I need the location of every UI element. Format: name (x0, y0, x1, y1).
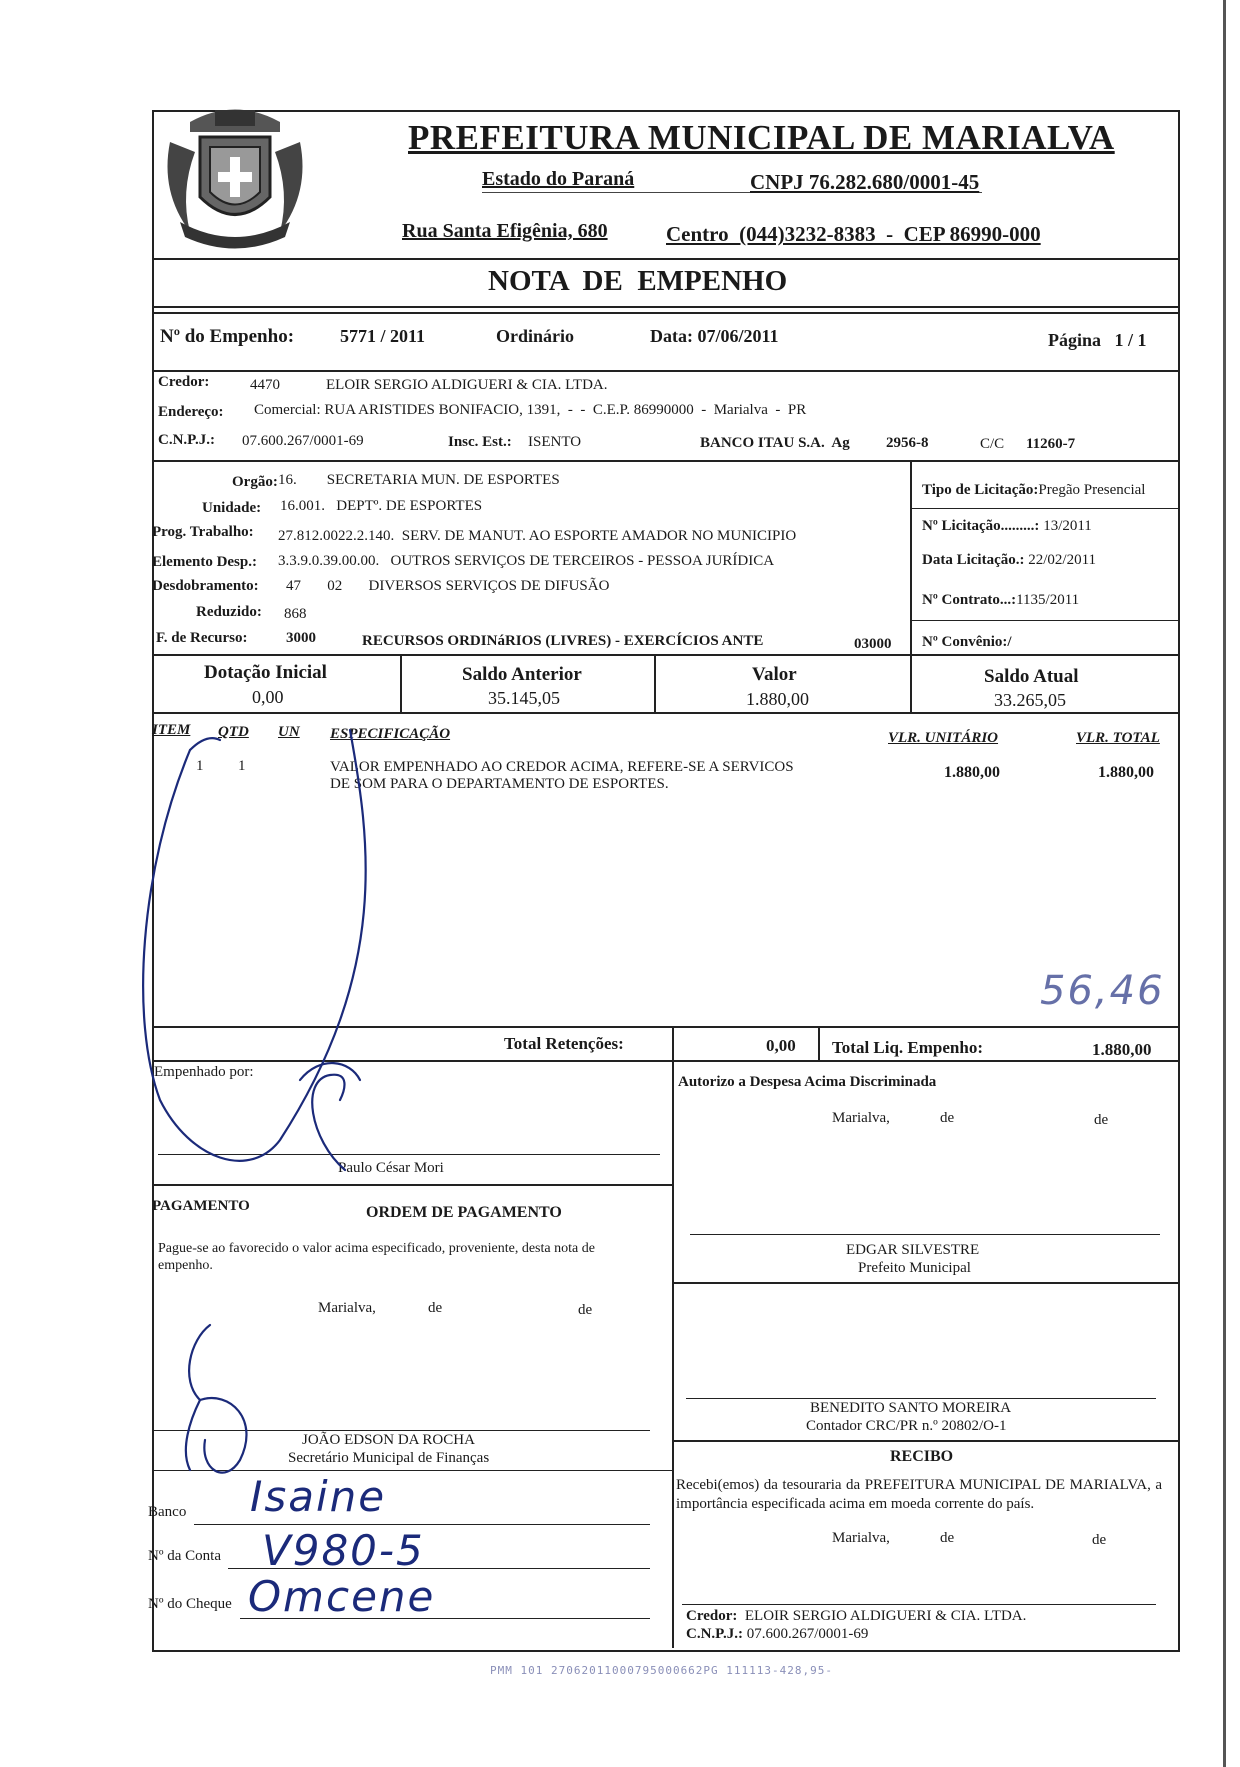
item-espec-line1: VALOR EMPENHADO AO CREDOR ACIMA, REFERE-SE A SERVICOS (330, 759, 794, 775)
banco-line (194, 1524, 650, 1525)
item-espec-line2: DE SOM PARA O DEPARTAMENTO DE ESPORTES. (330, 776, 669, 792)
col-qtd: QTD (218, 724, 249, 740)
coat-of-arms-icon (160, 102, 310, 257)
licitacao-num-label: Nº Licitação.........: (922, 518, 1040, 534)
licitacao-tipo (922, 482, 1145, 499)
empenho-page: Página 1 / 1 (1048, 330, 1147, 350)
licitacao-contrato-value: 1135/2011 (1016, 592, 1080, 608)
col-item: ITEM (152, 722, 191, 738)
licitacao-data-label: Data Licitação.: (922, 552, 1025, 568)
recibo-city: Marialva, (832, 1530, 890, 1546)
divider-vertical (672, 1026, 674, 1060)
handwritten-conta: V980-5 (262, 1526, 425, 1575)
signature-payment-stroke (170, 1320, 290, 1480)
item-qtd: 1 (238, 758, 246, 774)
credor-label: Credor: (158, 374, 210, 390)
item-number: 1 (196, 758, 204, 774)
prog-value: 27.812.0022.2.140. SERV. DE MANUT. AO ESPORTE AMADOR NO MUNICIPIO (278, 528, 797, 544)
elemento-value: 3.3.9.0.39.00.00. OUTROS SERVIÇOS DE TERCEIROS - PESSOA JURÍDICA (278, 553, 775, 569)
recurso-desc: RECURSOS ORDINáRIOS (LIVRES) - EXERCÍCIOS ANTE (362, 633, 764, 649)
item-vlr-total: 1.880,00 (1098, 764, 1154, 781)
header-title: PREFEITURA MUNICIPAL DE MARIALVA (408, 118, 1115, 157)
handwritten-note: 56,46 (1040, 968, 1165, 1014)
total-liq-value: 1.880,00 (1092, 1040, 1152, 1059)
divider (152, 312, 1178, 314)
cc-label: C/C (980, 436, 1005, 452)
insc-value: ISENTO (528, 434, 582, 450)
pagamento-de1: de (428, 1300, 443, 1316)
reduzido-label: Reduzido: (196, 604, 262, 620)
licitacao-convenio: Nº Convênio:/ (922, 634, 1012, 650)
elemento-label: Elemento Desp.: (152, 554, 257, 570)
recibo-cnpj-value: 07.600.267/0001-69 (746, 1626, 869, 1642)
pagamento-text: Pague-se ao favorecido o valor acima especificado, proveniente, desta nota de empenho. (158, 1241, 595, 1273)
signature-line (686, 1398, 1156, 1399)
empenho-date: Data: 07/06/2011 (650, 326, 779, 346)
recibo-credor-value: ELOIR SERGIO ALDIGUERI & CIA. LTDA. (744, 1608, 1027, 1624)
secretario-title: Secretário Municipal de Finanças (288, 1450, 490, 1466)
saldo-label-2: Saldo Anterior (462, 664, 582, 685)
empenhado-label: Empenhado por: (154, 1064, 254, 1080)
unidade-value: 16.001. DEPTº. DE ESPORTES (280, 498, 483, 514)
prog-label: Prog. Trabalho: (152, 524, 254, 540)
signature-loop-stroke (290, 1060, 420, 1190)
signature-line (690, 1234, 1160, 1235)
saldo-value-3: 1.880,00 (746, 689, 809, 709)
header-state: Estado do Paraná (482, 168, 635, 190)
empenho-label: Nº do Empenho: (160, 326, 295, 347)
orgao-value: 16. SECRETARIA MUN. DE ESPORTES (278, 472, 560, 488)
pagamento-label: PAGAMENTO (152, 1198, 250, 1214)
desdob-value: 47 02 DIVERSOS SERVIÇOS DE DIFUSÃO (286, 578, 610, 594)
empenhado-name: Paulo César Mori (338, 1160, 444, 1176)
pagamento-city: Marialva, (318, 1300, 376, 1316)
header-cnpj: CNPJ 76.282.680/0001-45 (750, 170, 980, 194)
agencia-value: 2956-8 (886, 435, 929, 451)
cnpj-label: C.N.P.J.: (158, 432, 215, 448)
divider (672, 1440, 1178, 1442)
contador-name: BENEDITO SANTO MOREIRA (810, 1400, 1012, 1416)
recurso-label: F. de Recurso: (156, 630, 248, 646)
secretario-name: JOÃO EDSON DA ROCHA (302, 1432, 475, 1448)
empenho-type: Ordinário (496, 326, 575, 346)
saldo-label-3: Valor (752, 664, 797, 685)
credor-name: ELOIR SERGIO ALDIGUERI & CIA. LTDA. (326, 377, 608, 393)
empenho-number: 5771 / 2011 (340, 326, 426, 346)
prefeito-title: Prefeito Municipal (858, 1260, 971, 1276)
divider (152, 258, 1178, 260)
divider (152, 460, 1178, 462)
licitacao-tipo-value: Pregão Presencial (1038, 482, 1146, 498)
divider (152, 712, 1178, 714)
footer-code: PMM 101 27062011000795000662PG 111113-428,95- (490, 1664, 834, 1677)
licitacao-contrato-label: Nº Contrato...: (922, 592, 1017, 608)
licitacao-data-value: 22/02/2011 (1028, 552, 1097, 568)
col-vlr-unit: VLR. UNITÁRIO (888, 730, 999, 746)
contador-title: Contador CRC/PR n.º 20802/O-1 (806, 1418, 1007, 1434)
recurso-num: 03000 (854, 636, 892, 652)
header-address: Rua Santa Efigênia, 680 (402, 220, 608, 242)
saldo-value-4: 33.265,05 (994, 690, 1066, 710)
desdob-label: Desdobramento: (152, 578, 259, 594)
saldo-label-1: Dotação Inicial (204, 662, 327, 683)
divider-vertical (818, 1026, 820, 1060)
signature-line (682, 1604, 1156, 1605)
item-vlr-unit: 1.880,00 (944, 764, 1000, 781)
unidade-label: Unidade: (202, 500, 262, 516)
autorizo-label: Autorizo a Despesa Acima Discriminada (678, 1074, 937, 1090)
licitacao-data (922, 552, 1096, 569)
recibo-label: RECIBO (890, 1448, 954, 1465)
divider (910, 620, 1178, 621)
cc-value: 11260-7 (1026, 436, 1076, 452)
licitacao-num-value: 13/2011 (1043, 518, 1092, 534)
pagamento-de2: de (578, 1302, 593, 1318)
reduzido-value: 868 (284, 606, 307, 622)
licitacao-num (922, 518, 1092, 535)
saldo-value-2: 35.145,05 (488, 688, 560, 708)
divider (672, 1282, 1178, 1284)
insc-label: Insc. Est.: (448, 434, 512, 450)
ordem-label: ORDEM DE PAGAMENTO (366, 1204, 562, 1221)
recibo-cnpj (686, 1626, 868, 1643)
col-espec: ESPECIFICAÇÃO (330, 726, 451, 742)
total-ret-label: Total Retenções: (504, 1034, 624, 1053)
divider-vertical (654, 654, 656, 714)
banco-value: BANCO ITAU S.A. Ag (700, 435, 850, 451)
endereco-label: Endereço: (158, 404, 224, 420)
divider-vertical (672, 1060, 674, 1648)
divider-vertical (400, 654, 402, 714)
col-vlr-total: VLR. TOTAL (1076, 730, 1160, 746)
cheque-label: Nº do Cheque (148, 1596, 232, 1612)
cnpj-value: 07.600.267/0001-69 (242, 433, 364, 449)
recibo-de1: de (940, 1530, 955, 1546)
prefeito-name: EDGAR SILVESTRE (846, 1242, 980, 1258)
total-ret-value: 0,00 (766, 1036, 796, 1055)
licitacao-contrato (922, 592, 1079, 609)
divider (152, 306, 1178, 308)
recibo-credor-label: Credor: (686, 1608, 738, 1624)
total-liq-label: Total Liq. Empenho: (832, 1038, 983, 1057)
autorizo-city: Marialva, (832, 1110, 890, 1126)
saldo-value-1: 0,00 (252, 687, 284, 707)
autorizo-de2: de (1094, 1112, 1109, 1128)
orgao-label: Orgão: (232, 474, 278, 490)
recibo-credor (686, 1608, 1026, 1625)
endereco-value: Comercial: RUA ARISTIDES BONIFACIO, 1391, - - C.E.P. 86990000 - Marialva - PR (254, 402, 807, 418)
col-un: UN (278, 724, 300, 740)
recibo-de2: de (1092, 1532, 1107, 1548)
credor-code: 4470 (250, 377, 280, 393)
divider (152, 370, 1178, 372)
handwritten-banco: Isaine (250, 1472, 387, 1521)
conta-label: Nº da Conta (148, 1548, 221, 1564)
scan-edge (1223, 0, 1226, 1767)
recibo-text: Recebi(emos) da tesouraria da PREFEITURA MUNICIPAL DE MARIALVA, a importância especificada acima em moeda corrente do país. (676, 1477, 1162, 1512)
recurso-code: 3000 (286, 630, 316, 646)
recibo-cnpj-label: C.N.P.J.: (686, 1626, 743, 1642)
divider (152, 654, 1178, 656)
licitacao-tipo-label: Tipo de Licitação: (922, 482, 1039, 498)
divider-vertical (910, 462, 912, 656)
doc-title: NOTA DE EMPENHO (488, 265, 788, 297)
header-address2: Centro (044)3232-8383 - CEP 86990-000 (666, 222, 1041, 246)
autorizo-de1: de (940, 1110, 955, 1126)
handwritten-cheque: Omcene (248, 1572, 436, 1621)
banco-label: Banco (148, 1504, 187, 1520)
divider (910, 508, 1178, 509)
divider-vertical (910, 654, 912, 714)
saldo-label-4: Saldo Atual (984, 666, 1079, 687)
